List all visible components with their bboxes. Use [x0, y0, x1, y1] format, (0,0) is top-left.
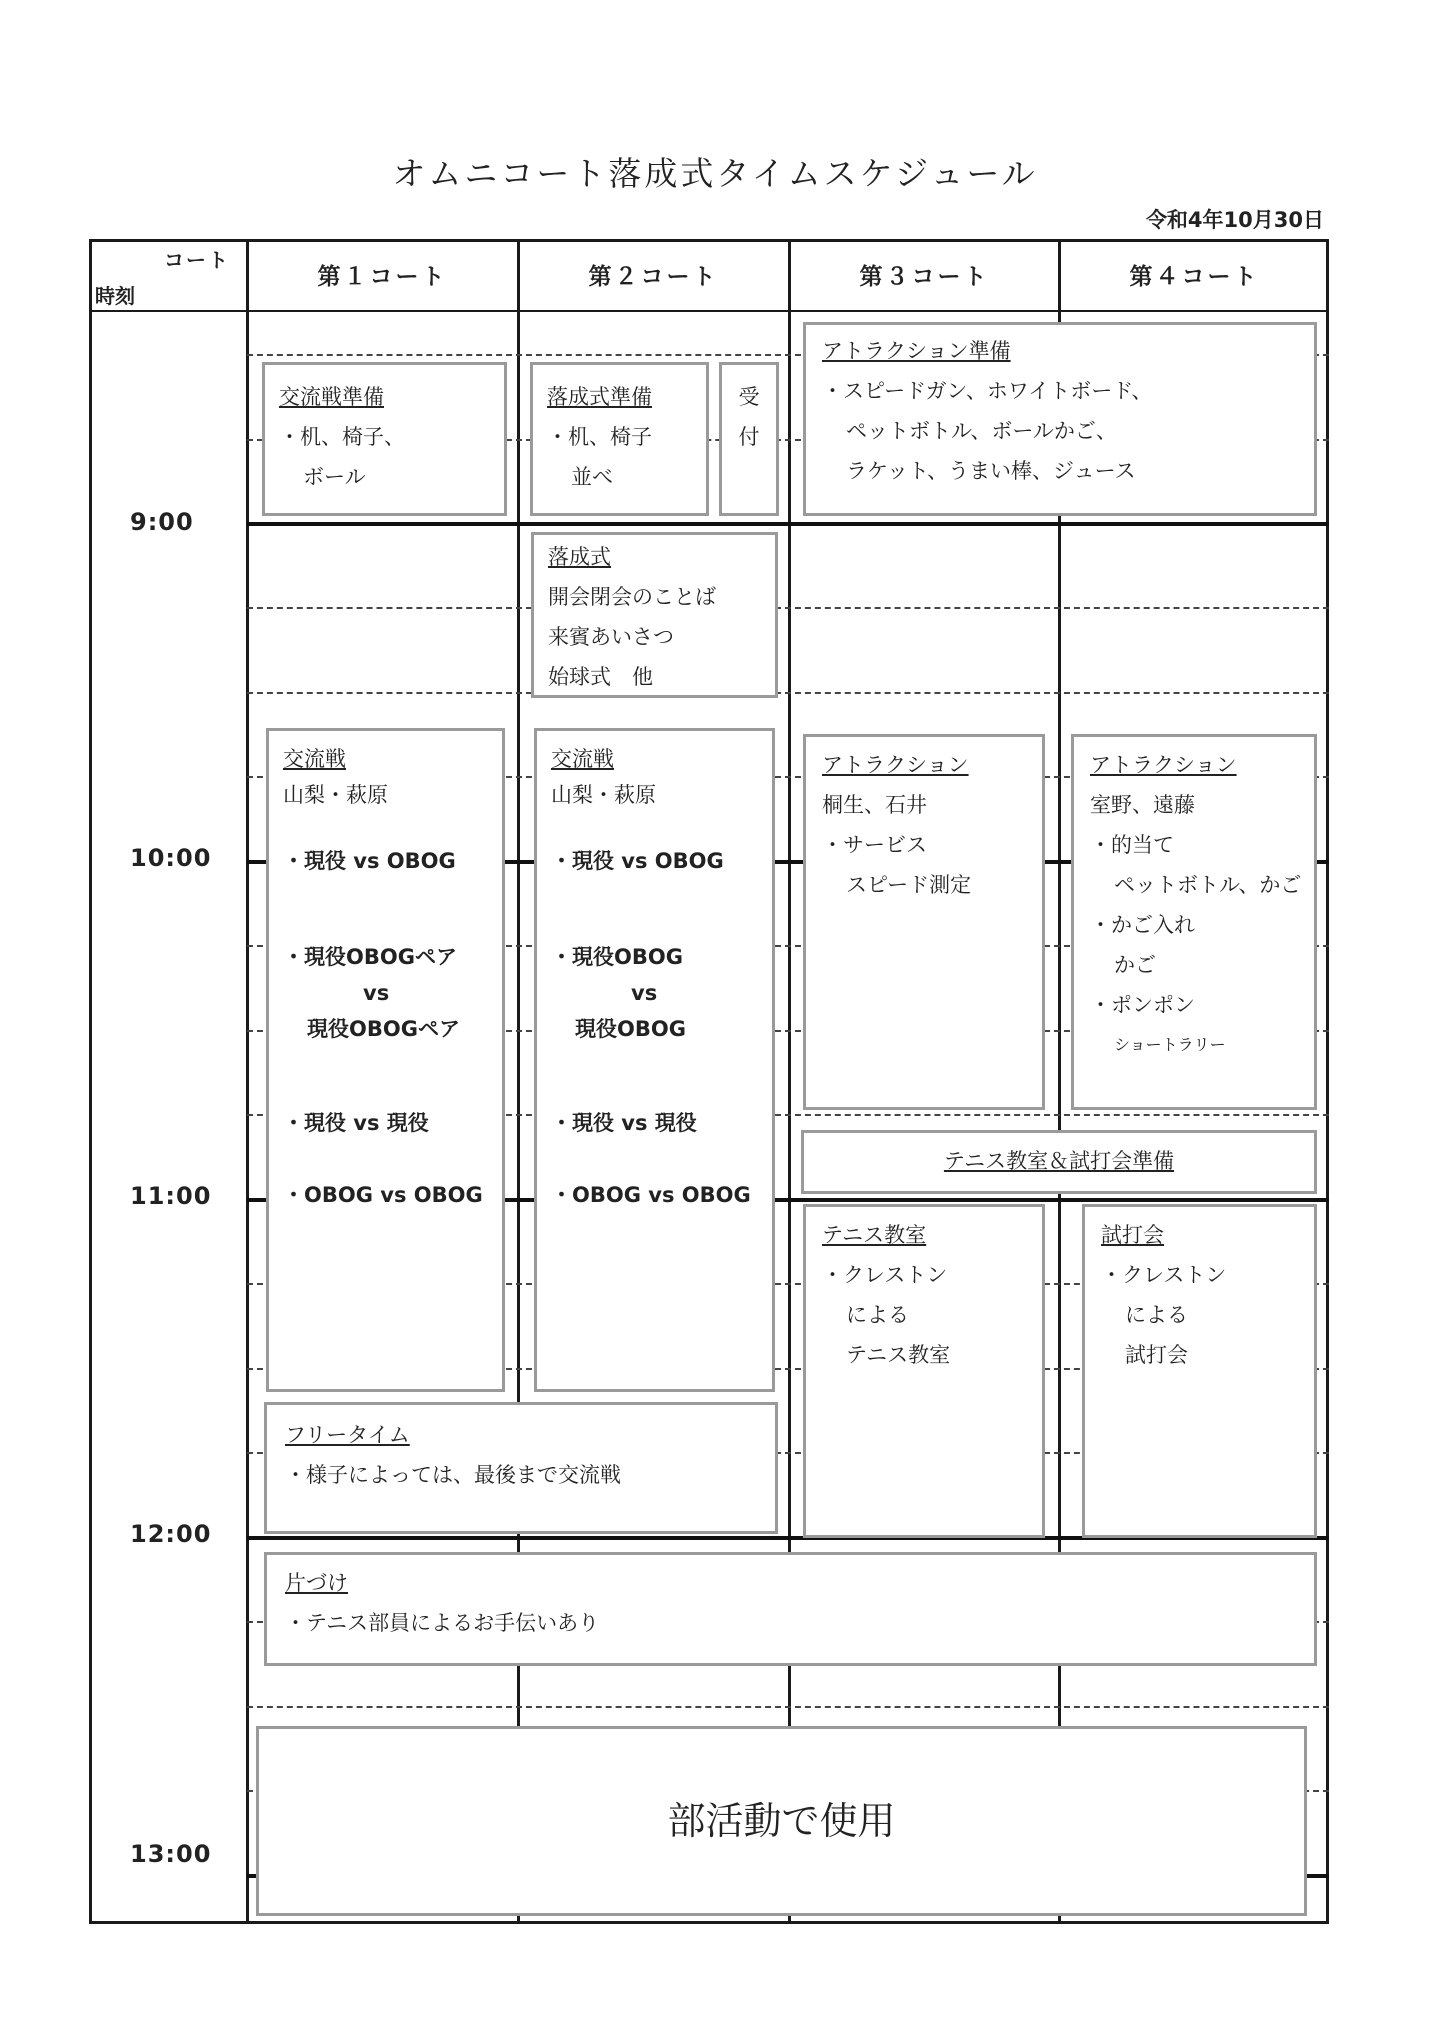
block-line: 室野、遠藤 — [1090, 793, 1195, 817]
block-line: ボール — [303, 465, 366, 489]
corner-time-label: 時刻 — [95, 284, 135, 308]
tennis-class-block — [803, 1204, 1045, 1538]
block-line: ・サービス — [822, 833, 927, 857]
block-line: 試打会 — [1125, 1343, 1188, 1367]
cleanup-block — [264, 1552, 1317, 1666]
block-line: ・OBOG vs OBOG — [551, 1183, 751, 1207]
block-heading: 交流戦 — [283, 747, 346, 771]
block-heading: テニス教室 — [822, 1223, 927, 1247]
block-line: ペットボトル、かご — [1114, 873, 1302, 897]
block-line: vs — [363, 981, 390, 1005]
court2-match-block — [534, 728, 775, 1392]
block-line: ショートラリー — [1114, 1035, 1226, 1054]
block-line: ・様子によっては、最後まで交流戦 — [285, 1463, 621, 1487]
schedule-date: 令和4年10月30日 — [1145, 208, 1324, 232]
court-divider-1 — [517, 239, 520, 1924]
ceremony-block — [531, 532, 778, 698]
club-use-block — [256, 1726, 1307, 1916]
block-line: かご — [1114, 953, 1156, 977]
attraction-prep-block — [803, 322, 1317, 516]
trial-block — [1082, 1204, 1317, 1538]
block-heading: アトラクション — [1090, 753, 1237, 777]
block-line: ラケット、うまい棒、ジュース — [846, 459, 1136, 483]
time-label-13: 13:00 — [130, 1840, 212, 1868]
time-column-divider — [246, 239, 249, 1924]
block-line: による — [846, 1303, 909, 1327]
block-line: 並べ — [571, 465, 613, 489]
block-heading: アトラクション — [822, 753, 969, 777]
block-line: ・テニス部員によるお手伝いあり — [285, 1611, 600, 1635]
block-line: テニス教室 — [846, 1343, 951, 1367]
block-heading: 交流戦準備 — [279, 385, 384, 409]
block-line: ・かご入れ — [1090, 913, 1195, 937]
block-line: 山梨・萩原 — [551, 783, 656, 807]
block-line: ・机、椅子、 — [279, 425, 405, 449]
block-heading: 片づけ — [285, 1571, 348, 1595]
block-line: ・ポンポン — [1090, 993, 1195, 1017]
block-line: 山梨・萩原 — [283, 783, 388, 807]
block-line: ・クレストン — [1101, 1263, 1227, 1287]
block-line: ・机、椅子 — [547, 425, 652, 449]
block-line: スピード測定 — [846, 873, 972, 897]
block-line: ・現役 vs OBOG — [551, 849, 724, 873]
time-label-11: 11:00 — [130, 1182, 212, 1210]
block-line: 現役OBOG — [575, 1017, 686, 1041]
block-line: ・現役 vs 現役 — [551, 1111, 697, 1135]
block-line: ・クレストン — [822, 1263, 948, 1287]
block-line: ・的当て — [1090, 833, 1174, 857]
block-line: 現役OBOGペア — [307, 1017, 460, 1041]
block-line: ・現役OBOGペア — [283, 945, 457, 969]
block-line: 始球式 他 — [548, 665, 653, 689]
block-line: ・現役OBOG — [551, 945, 683, 969]
block-heading: 試打会 — [1101, 1223, 1164, 1247]
block-heading: テニス教室＆試打会準備 — [943, 1149, 1175, 1173]
block-heading: フリータイム — [285, 1423, 410, 1447]
block-line: 開会閉会のことば — [548, 585, 716, 609]
court2-prep-block — [530, 362, 709, 516]
block-line: vs — [631, 981, 658, 1005]
time-label-12: 12:00 — [130, 1520, 212, 1548]
hour-line-9 — [247, 522, 1329, 526]
court1-match-block — [266, 728, 505, 1392]
block-line: ・現役 vs 現役 — [283, 1111, 429, 1135]
court-divider-2 — [788, 239, 791, 1924]
block-line: ・スピードガン、ホワイトボード、 — [822, 379, 1153, 403]
reception-char: 付 — [738, 425, 760, 449]
court-1-header: 第１コート — [317, 264, 448, 290]
schedule-title: オムニコート落成式タイムスケジュール — [392, 154, 1038, 193]
block-line: による — [1125, 1303, 1188, 1327]
court-3-header: 第３コート — [859, 264, 990, 290]
block-line: ・現役 vs OBOG — [283, 849, 456, 873]
club-use-label: 部活動で使用 — [667, 1799, 896, 1843]
block-heading: 交流戦 — [551, 747, 614, 771]
free-time-block — [264, 1402, 778, 1534]
time-label-10: 10:00 — [130, 844, 212, 872]
court-4-header: 第４コート — [1129, 264, 1260, 290]
court3-attraction-block — [803, 734, 1045, 1110]
block-heading: 落成式 — [548, 545, 611, 569]
tennis-prep-block — [801, 1130, 1317, 1194]
block-line: 来賓あいさつ — [548, 625, 674, 649]
grid-line — [247, 607, 1329, 609]
reception-block — [719, 362, 779, 516]
block-heading: 落成式準備 — [547, 385, 652, 409]
block-line: ・OBOG vs OBOG — [283, 1183, 483, 1207]
grid-line — [247, 1706, 1329, 1708]
reception-char: 受 — [738, 385, 760, 409]
block-line: 桐生、石井 — [822, 793, 927, 817]
header-divider — [89, 310, 1329, 312]
block-heading: アトラクション準備 — [822, 339, 1011, 363]
court1-prep-block — [262, 362, 507, 516]
grid-line — [247, 692, 1329, 694]
court4-attraction-block — [1071, 734, 1317, 1110]
corner-court-label: コート — [164, 248, 230, 272]
block-line: ペットボトル、ボールかご、 — [846, 419, 1117, 443]
time-label-9: 9:00 — [130, 508, 194, 536]
court-2-header: 第２コート — [588, 264, 719, 290]
